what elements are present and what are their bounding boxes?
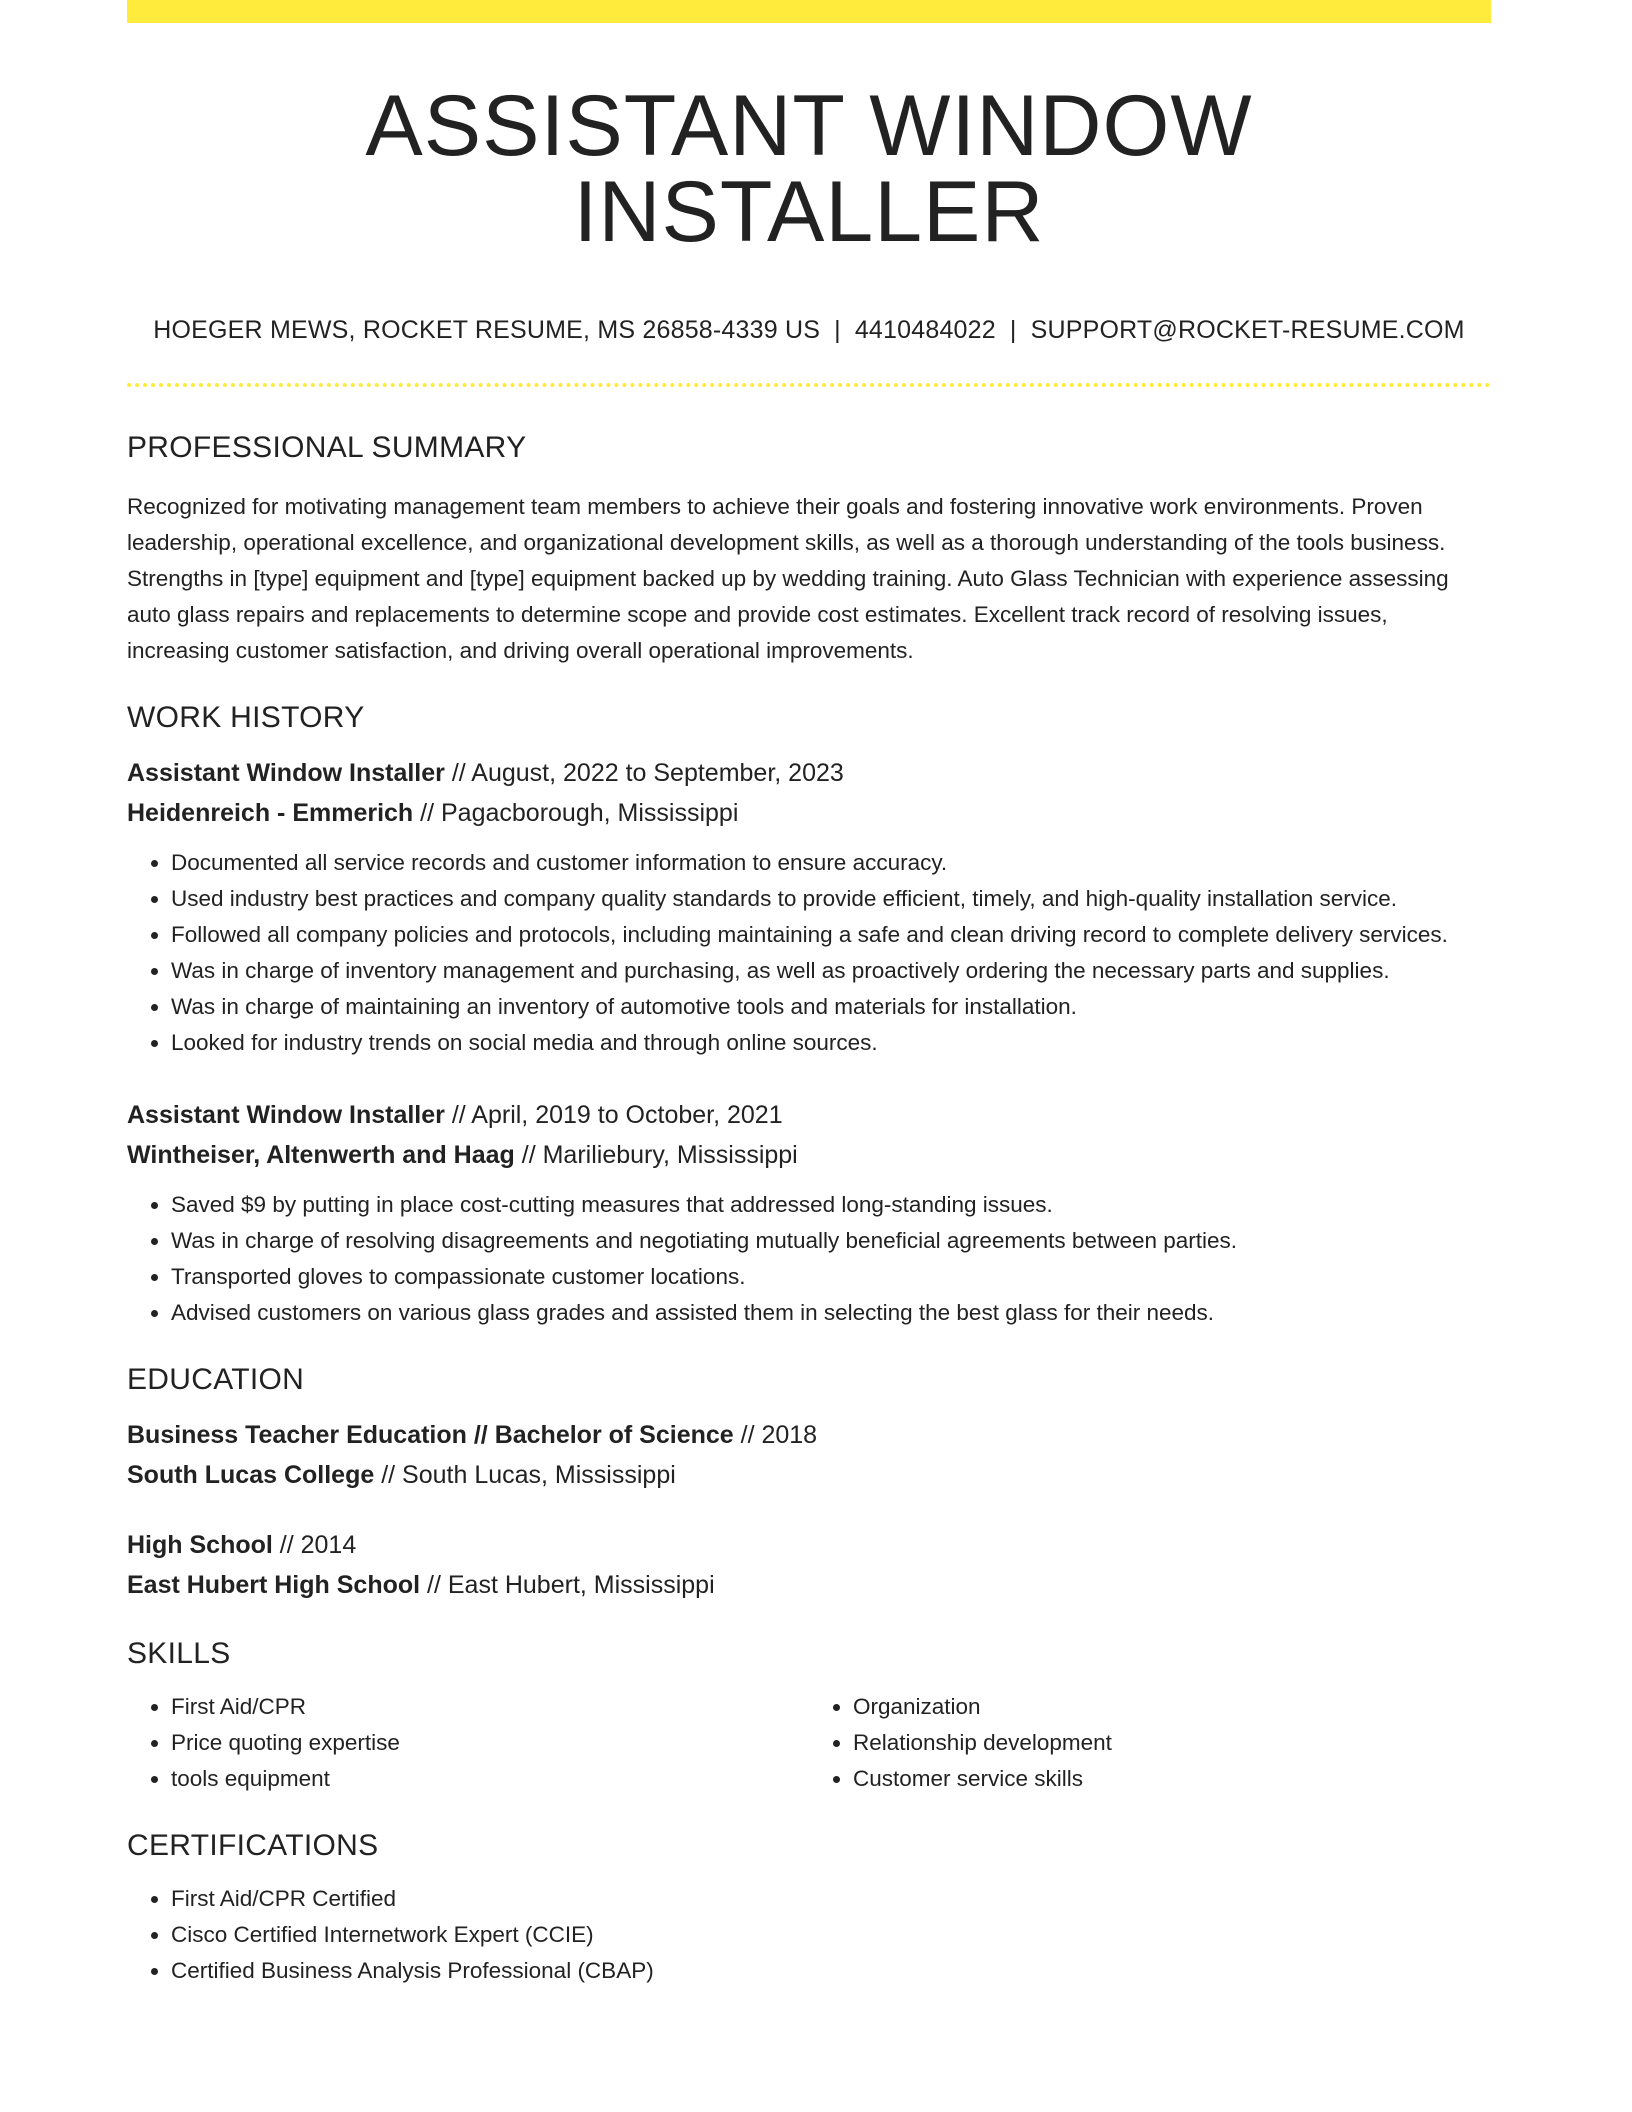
education-title: EDUCATION [127, 1363, 305, 1396]
skills-column-left [127, 1689, 809, 1797]
list-item: • Cisco Certified Internetwork Expert (CCIE) [171, 1917, 1491, 1953]
job-company: Heidenreich - Emmerich [127, 799, 414, 827]
education-entry [127, 1415, 1491, 1495]
contact-address: HOEGER MEWS, ROCKET RESUME, MS 26858-4339 US [153, 316, 821, 344]
list-item: • Certified Business Analysis Professional (CBAP) [171, 1953, 1491, 1989]
job-location: // Mariliebury, Mississippi [514, 1141, 798, 1169]
list-item: • Relationship development [853, 1725, 1491, 1761]
list-item: • Looked for industry trends on social media and through online sources. [171, 1025, 1491, 1061]
list-item: • Price quoting expertise [171, 1725, 809, 1761]
education-degree: Business Teacher Education // Bachelor of Science [127, 1421, 734, 1449]
certifications-title: CERTIFICATIONS [127, 1829, 379, 1862]
certifications-list [127, 1881, 1491, 1989]
skills-list [127, 1689, 1491, 1797]
contact-email: SUPPORT@ROCKET-RESUME.COM [1030, 316, 1465, 344]
job-company-line [127, 1135, 1491, 1175]
list-item: • Was in charge of resolving disagreements and negotiating mutually beneficial agreements between parties. [171, 1223, 1491, 1259]
list-item: • Advised customers on various glass grades and assisted them in selecting the best glass for their needs. [171, 1295, 1491, 1331]
list-item: • Customer service skills [853, 1761, 1491, 1797]
job-company-line [127, 793, 1491, 833]
job-title-line [127, 1095, 1491, 1135]
job-entry [127, 753, 1491, 1061]
education-school-line [127, 1565, 1491, 1605]
summary-title: PROFESSIONAL SUMMARY [127, 431, 527, 464]
list-item: • Transported gloves to compassionate customer locations. [171, 1259, 1491, 1295]
contact-line [127, 318, 1491, 343]
education-year: // 2018 [733, 1421, 818, 1449]
list-item: • Saved $9 by putting in place cost-cutting measures that addressed long-standing issues. [171, 1187, 1491, 1223]
list-item: • First Aid/CPR Certified [171, 1881, 1491, 1917]
list-item: • Organization [853, 1689, 1491, 1725]
job-bullets [127, 845, 1491, 1061]
list-item: • tools equipment [171, 1761, 809, 1797]
work-history-title: WORK HISTORY [127, 701, 365, 734]
education-school-line [127, 1455, 1491, 1495]
job-company: Wintheiser, Altenwerth and Haag [127, 1141, 515, 1169]
education-location: // South Lucas, Mississippi [374, 1461, 676, 1489]
job-role: Assistant Window Installer [127, 1101, 445, 1129]
contact-separator: | [1009, 316, 1017, 344]
contact-separator: | [834, 316, 841, 344]
education-degree-line [127, 1415, 1491, 1455]
list-item: • Followed all company policies and protocols, including maintaining a safe and clean driving record to complete delivery services. [171, 917, 1491, 953]
contact-phone: 4410484022 [854, 316, 996, 344]
education-location: // East Hubert, Mississippi [420, 1571, 715, 1599]
skills-title: SKILLS [127, 1637, 231, 1670]
education-degree: High School [127, 1531, 273, 1559]
top-accent-bar [127, 0, 1491, 23]
dotted-divider [127, 383, 1491, 387]
job-location: // Pagacborough, Mississippi [413, 799, 739, 827]
candidate-name: ASSISTANT WINDOW INSTALLER [365, 78, 1253, 260]
job-title-line [127, 753, 1491, 793]
education-school: East Hubert High School [127, 1571, 421, 1599]
education-degree-line [127, 1525, 1491, 1565]
job-role: Assistant Window Installer [127, 759, 445, 787]
education-entry [127, 1525, 1491, 1605]
job-dates: // April, 2019 to October, 2021 [444, 1101, 783, 1129]
summary-text: Recognized for motivating management team members to achieve their goals and fostering innovative work environments. Proven leadership, operational excellence, and organizational development skills, as well as a thorough understanding of the tools business. Strengths in [type] equipment and [type] equipment backed up by wedding training. Auto Glass Technician with experience assessing auto glass repairs and replacements to determine scope and provide cost estimates. Excellent track record of resolving issues, increasing customer satisfaction, and driving overall operational improvements. [127, 494, 1449, 663]
list-item: • Was in charge of inventory management and purchasing, as well as proactively ordering the necessary parts and supplies. [171, 953, 1491, 989]
list-item: • First Aid/CPR [171, 1689, 809, 1725]
resume-page [127, 0, 1491, 1989]
skills-column-right [809, 1689, 1491, 1797]
list-item: • Documented all service records and customer information to ensure accuracy. [171, 845, 1491, 881]
job-bullets [127, 1187, 1491, 1331]
list-item: • Used industry best practices and company quality standards to provide efficient, timely, and high-quality installation service. [171, 881, 1491, 917]
list-item: • Was in charge of maintaining an inventory of automotive tools and materials for installation. [171, 989, 1491, 1025]
job-dates: // August, 2022 to September, 2023 [444, 759, 844, 787]
education-school: South Lucas College [127, 1461, 375, 1489]
job-entry [127, 1095, 1491, 1331]
education-year: // 2014 [272, 1531, 357, 1559]
